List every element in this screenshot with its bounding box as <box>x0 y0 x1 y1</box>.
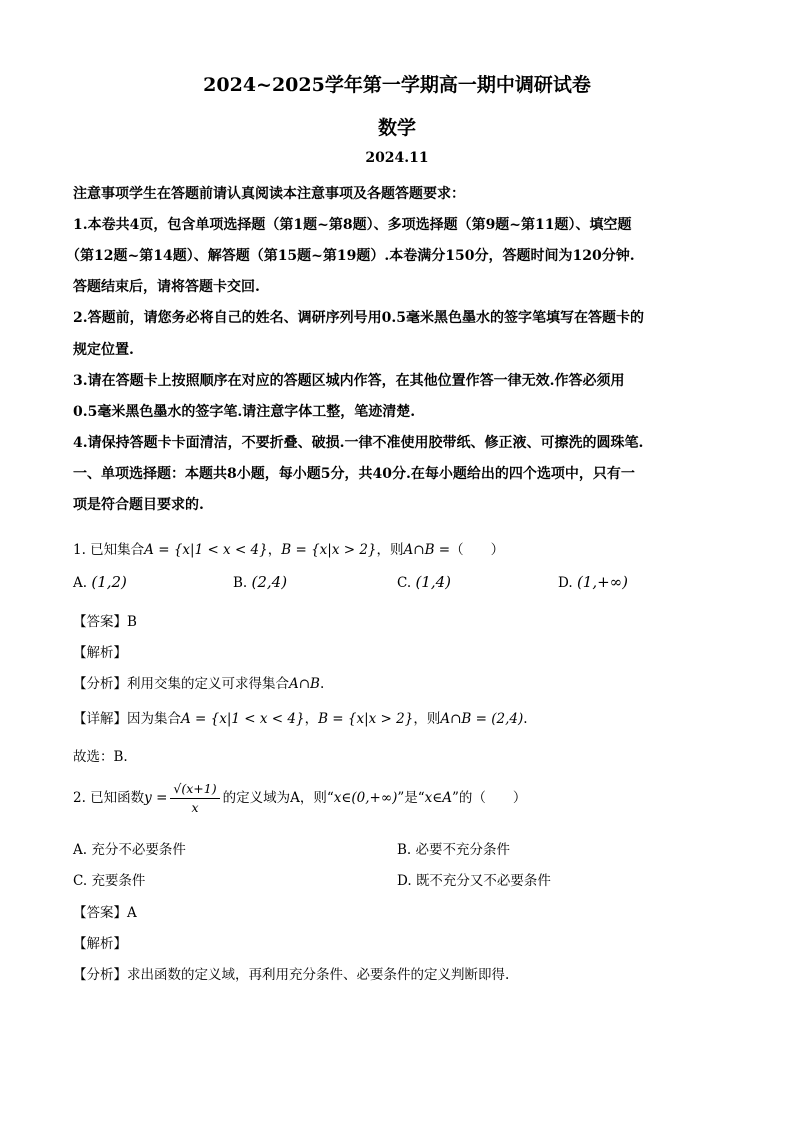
instruction-2-line-1: 2.答题前，请您务必将自己的姓名、调研序列号用0.5毫米黑色墨水的签字笔填写在答题卡的 <box>73 310 644 326</box>
answer-value: B <box>127 614 137 630</box>
section-1-line-1: 一、单项选择题：本题共8小题，每小题5分，共40分.在每小题给出的四个选项中，只有一 <box>73 466 635 482</box>
q1-then: ，则 <box>376 542 404 558</box>
instruction-3-line-1: 3.请在答题卡上按照顺序在对应的答题区城内作答，在其他位置作答一律无效.作答必须用 <box>73 373 625 389</box>
q1-option-a: A. (1,2) <box>73 573 127 591</box>
q1-detail: 【详解】因为集合A = {x|1 < x < 4}，B = {x|x > 2}，则A∩B = (2,4). <box>73 711 528 727</box>
instruction-4: 4.请保持答题卡卡面清洁，不要折叠、破损.一律不准使用胶带纸、修正液、可擦洗的圆珠笔. <box>73 435 644 451</box>
q2-answer: 【答案】A <box>73 905 137 921</box>
q1-expression: A∩B = <box>403 542 451 558</box>
q1-fenxi: 【分析】利用交集的定义可求得集合A∩B. <box>73 676 325 692</box>
q2-option-a: A. 充分不必要条件 <box>73 842 186 858</box>
q1-paren: （ ） <box>450 542 505 558</box>
q1-analysis-tag: 【解析】 <box>73 645 127 661</box>
instruction-2-line-2: 规定位置. <box>73 342 134 358</box>
q2-option-b: B. 必要不充分条件 <box>397 842 511 858</box>
question-1-stem <box>73 538 504 558</box>
q2-fraction <box>170 780 219 817</box>
q1-set-b: B = {x|x > 2} <box>281 542 377 558</box>
exam-title: 2024~2025学年第一学期高一期中调研试卷 <box>203 74 591 96</box>
q2-numerator: √(x+1) <box>170 780 219 799</box>
q2-fenxi: 【分析】求出函数的定义域，再利用充分条件、必要条件的定义判断即得. <box>73 967 510 983</box>
q1-option-d: D. (1,+∞) <box>558 573 629 591</box>
q2-denominator: x <box>191 800 199 815</box>
subject-title: 数学 <box>377 117 416 139</box>
q1-choose: 故选：B. <box>73 749 128 765</box>
instruction-1-line-2: （第12题~第14题）、解答题（第15题~第19题）.本卷满分150分，答题时间为120分钟. <box>66 248 635 264</box>
q2-analysis-tag: 【解析】 <box>73 936 127 952</box>
q1-set-a: A = {x|1 < x < 4} <box>144 542 268 558</box>
instruction-1-line-1: 1.本卷共4页，包含单项选择题（第1题~第8题）、多项选择题（第9题~第11题）、填空题 <box>73 217 632 233</box>
q2-option-c: C. 充要条件 <box>73 873 146 889</box>
q1-option-b: B. (2,4) <box>233 573 288 591</box>
section-1-line-2: 项是符合题目要求的. <box>73 497 204 513</box>
exam-date: 2024.11 <box>365 150 429 166</box>
q1-prefix: 1. 已知集合 <box>73 542 145 558</box>
q1-comma: ， <box>267 542 282 558</box>
question-2-stem: 2. 已知函数y = $\frac{√(x+1)}{x}$ 的定义域为A，则“x∈(0,+∞)”是“x∈A”的（ ） <box>73 781 527 815</box>
q1-option-c: C. (1,4) <box>397 573 451 591</box>
instruction-1-line-3: 答题结束后，请将答题卡交回. <box>73 279 260 295</box>
q2-option-d: D. 既不充分又不必要条件 <box>397 873 551 889</box>
q1-answer <box>73 610 137 630</box>
instructions-heading: 注意事项学生在答题前请认真阅读本注意事项及各题答题要求： <box>73 186 465 202</box>
answer-tag: 【答案】 <box>73 614 127 630</box>
instruction-3-line-2: 0.5毫米黑色墨水的签字笔.请注意字体工整，笔迹清楚. <box>73 404 416 420</box>
